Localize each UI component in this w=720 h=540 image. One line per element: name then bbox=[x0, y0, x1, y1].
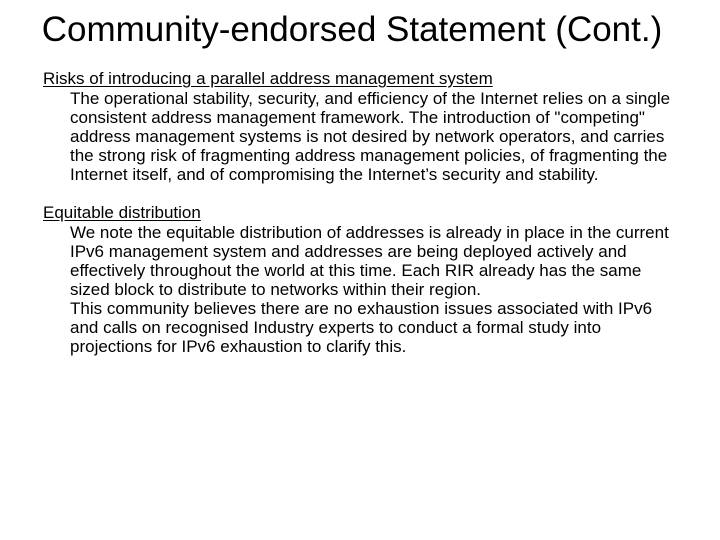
section-equitable-distribution bbox=[43, 203, 683, 356]
paragraph-risks: The operational stability, security, and efficiency of the Internet relies on a single consistent address management framework. The introduction of "competing" address management systems is not desired by network operators, and carries the strong risk of fragmenting address management policies, of fragmenting the Internet itself, and of compromising the Internet’s security and stability. bbox=[70, 89, 671, 184]
slide-body bbox=[43, 69, 683, 356]
section-risks bbox=[43, 69, 683, 184]
slide-title: Community-endorsed Statement (Cont.) bbox=[41, 10, 663, 49]
section-heading-equitable-distribution: Equitable distribution bbox=[43, 203, 201, 222]
section-heading-risks: Risks of introducing a parallel address management system bbox=[43, 69, 493, 88]
paragraph-exhaustion: This community believes there are no exhaustion issues associated with IPv6 and calls on recognised Industry experts to conduct a formal study into projections for IPv6 exhaustion to clarify this. bbox=[70, 299, 653, 356]
paragraph-equitable-distribution: We note the equitable distribution of addresses is already in place in the current IPv6 management system and addresses are being deployed actively and effectively throughout the world at this time. Each RIR already has the same sized block to distribute to networks within their region. bbox=[70, 223, 669, 299]
